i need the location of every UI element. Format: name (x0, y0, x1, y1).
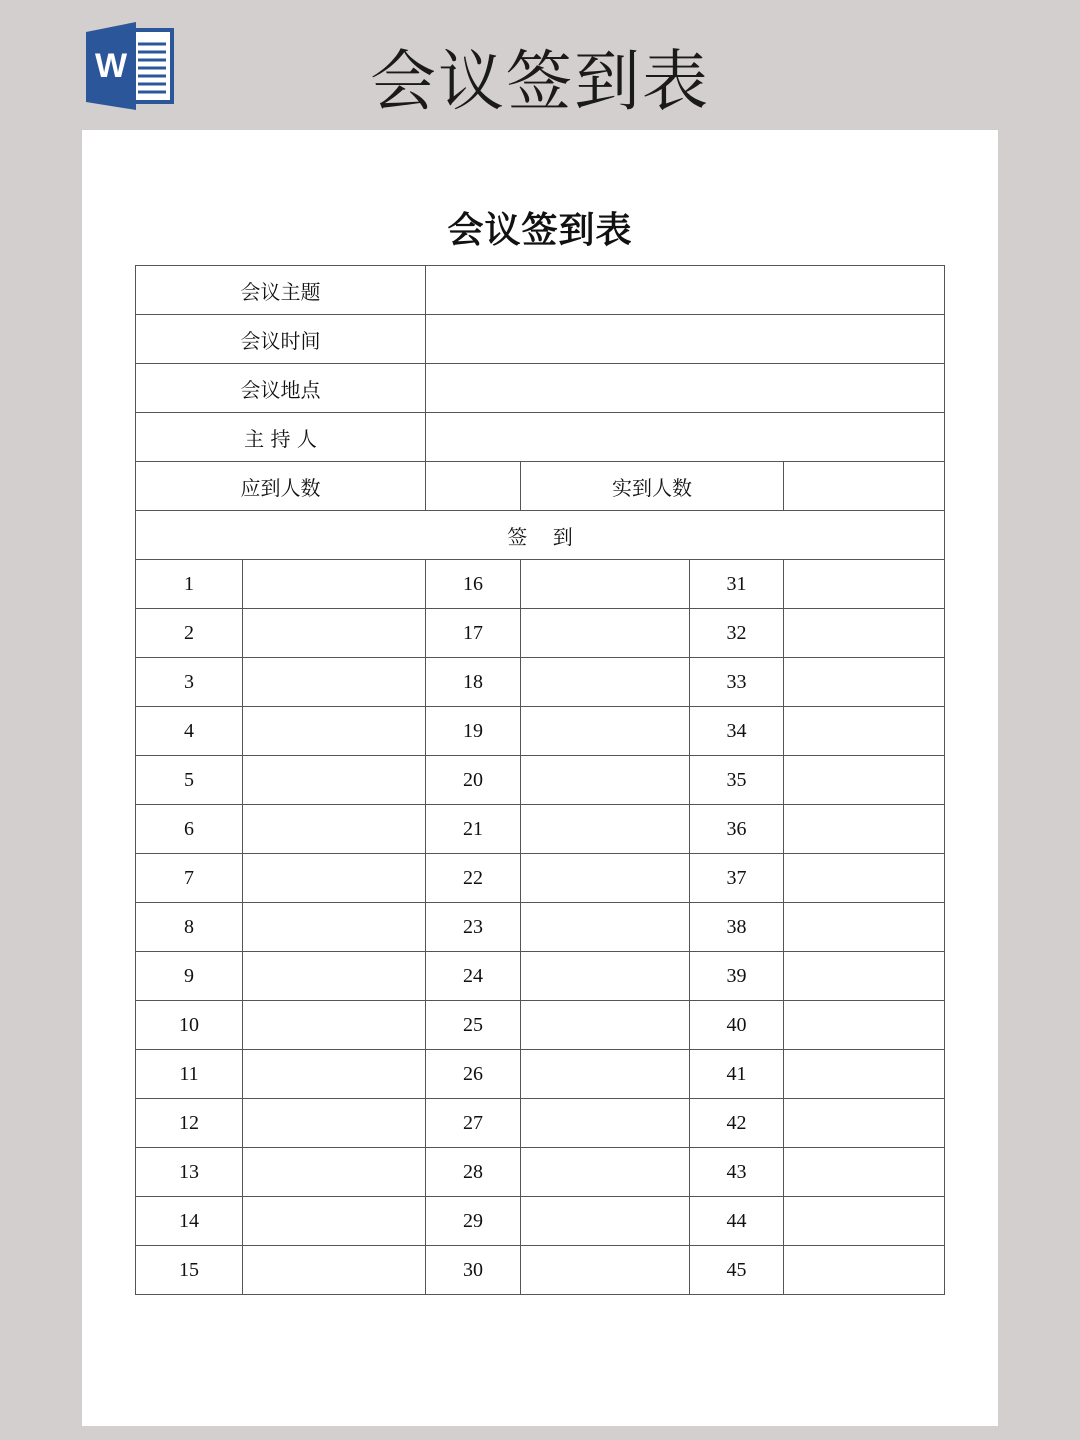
sign-number: 44 (690, 1197, 784, 1246)
signature-cell[interactable] (243, 903, 426, 952)
sign-number: 3 (136, 658, 243, 707)
info-value-cell[interactable] (426, 413, 945, 462)
sign-number: 1 (136, 560, 243, 609)
info-row (136, 266, 945, 315)
sign-number: 41 (690, 1050, 784, 1099)
sign-number: 4 (136, 707, 243, 756)
signature-cell[interactable] (521, 658, 690, 707)
signature-cell[interactable] (784, 756, 945, 805)
sign-number: 43 (690, 1148, 784, 1197)
sign-number: 27 (426, 1099, 521, 1148)
banner-title: 会议签到表 (370, 43, 710, 120)
signature-cell[interactable] (243, 1148, 426, 1197)
sign-row (136, 854, 945, 903)
sign-number: 17 (426, 609, 521, 658)
signature-cell[interactable] (521, 805, 690, 854)
signature-cell[interactable] (784, 854, 945, 903)
signature-cell[interactable] (521, 756, 690, 805)
sign-row (136, 707, 945, 756)
sign-number: 19 (426, 707, 521, 756)
sign-number: 2 (136, 609, 243, 658)
signature-cell[interactable] (243, 805, 426, 854)
info-value-cell[interactable] (426, 315, 945, 364)
sign-number: 18 (426, 658, 521, 707)
signature-cell[interactable] (521, 1099, 690, 1148)
sign-number: 24 (426, 952, 521, 1001)
sign-in-table (135, 265, 945, 1295)
sign-number: 22 (426, 854, 521, 903)
sign-number: 36 (690, 805, 784, 854)
sign-number: 5 (136, 756, 243, 805)
sign-number: 30 (426, 1246, 521, 1295)
sign-section-row (136, 511, 945, 560)
signature-cell[interactable] (243, 952, 426, 1001)
sign-row (136, 1197, 945, 1246)
signature-cell[interactable] (784, 707, 945, 756)
sign-number: 8 (136, 903, 243, 952)
info-label: 主 持 人 (136, 413, 426, 462)
sign-number: 39 (690, 952, 784, 1001)
sign-row (136, 658, 945, 707)
signature-cell[interactable] (521, 1148, 690, 1197)
info-row (136, 364, 945, 413)
info-row (136, 315, 945, 364)
info-label: 会议时间 (136, 315, 426, 364)
signature-cell[interactable] (243, 560, 426, 609)
sign-number: 45 (690, 1246, 784, 1295)
sign-number: 33 (690, 658, 784, 707)
signature-cell[interactable] (243, 854, 426, 903)
actual-count-label: 实到人数 (521, 462, 784, 511)
signature-cell[interactable] (784, 1099, 945, 1148)
sign-number: 40 (690, 1001, 784, 1050)
signature-cell[interactable] (243, 1197, 426, 1246)
sign-number: 31 (690, 560, 784, 609)
sign-row (136, 903, 945, 952)
sign-number: 42 (690, 1099, 784, 1148)
sign-row (136, 952, 945, 1001)
word-icon-letter: W (94, 47, 128, 85)
sign-number: 29 (426, 1197, 521, 1246)
document-title: 会议签到表 (447, 210, 633, 251)
signature-cell[interactable] (784, 1148, 945, 1197)
info-row (136, 413, 945, 462)
sign-number: 25 (426, 1001, 521, 1050)
sign-number: 16 (426, 560, 521, 609)
signature-cell[interactable] (521, 1197, 690, 1246)
sign-row (136, 560, 945, 609)
signature-cell[interactable] (521, 1050, 690, 1099)
document-page (82, 130, 998, 1426)
signature-cell[interactable] (784, 1050, 945, 1099)
signature-cell[interactable] (521, 854, 690, 903)
signature-cell[interactable] (521, 903, 690, 952)
sign-row (136, 1246, 945, 1295)
expected-count-value[interactable] (426, 462, 521, 511)
sign-number: 28 (426, 1148, 521, 1197)
count-row (136, 462, 945, 511)
info-label: 会议地点 (136, 364, 426, 413)
signature-cell[interactable] (784, 903, 945, 952)
sign-number: 15 (136, 1246, 243, 1295)
signature-cell[interactable] (784, 1001, 945, 1050)
sign-number: 38 (690, 903, 784, 952)
sign-number: 12 (136, 1099, 243, 1148)
info-value-cell[interactable] (426, 364, 945, 413)
signature-cell[interactable] (521, 707, 690, 756)
sign-number: 34 (690, 707, 784, 756)
signature-cell[interactable] (243, 1001, 426, 1050)
sign-number: 10 (136, 1001, 243, 1050)
info-label: 会议主题 (136, 266, 426, 315)
signature-cell[interactable] (521, 560, 690, 609)
signature-cell[interactable] (243, 1099, 426, 1148)
sign-number: 6 (136, 805, 243, 854)
sign-row (136, 1099, 945, 1148)
expected-count-label: 应到人数 (136, 462, 426, 511)
sign-number: 35 (690, 756, 784, 805)
signature-cell[interactable] (243, 609, 426, 658)
sign-row (136, 1050, 945, 1099)
signature-cell[interactable] (784, 952, 945, 1001)
sign-number: 13 (136, 1148, 243, 1197)
signature-cell[interactable] (243, 1246, 426, 1295)
sign-number: 20 (426, 756, 521, 805)
sign-number: 26 (426, 1050, 521, 1099)
sign-number: 11 (136, 1050, 243, 1099)
sign-number: 9 (136, 952, 243, 1001)
signature-cell[interactable] (784, 1246, 945, 1295)
signature-cell[interactable] (784, 560, 945, 609)
signature-cell[interactable] (243, 756, 426, 805)
signature-cell[interactable] (243, 707, 426, 756)
sign-number: 32 (690, 609, 784, 658)
signature-cell[interactable] (784, 658, 945, 707)
sign-number: 21 (426, 805, 521, 854)
actual-count-value[interactable] (784, 462, 945, 511)
signature-cell[interactable] (784, 805, 945, 854)
sign-number: 14 (136, 1197, 243, 1246)
info-value-cell[interactable] (426, 266, 945, 315)
signature-cell[interactable] (243, 1050, 426, 1099)
sign-number: 37 (690, 854, 784, 903)
signature-cell[interactable] (521, 952, 690, 1001)
sign-row (136, 1148, 945, 1197)
signature-cell[interactable] (521, 609, 690, 658)
signature-cell[interactable] (243, 658, 426, 707)
sign-row (136, 805, 945, 854)
sign-row (136, 756, 945, 805)
sign-row (136, 609, 945, 658)
sign-number: 23 (426, 903, 521, 952)
signature-cell[interactable] (784, 1197, 945, 1246)
sign-row (136, 1001, 945, 1050)
signature-cell[interactable] (521, 1246, 690, 1295)
sign-number: 7 (136, 854, 243, 903)
signature-cell[interactable] (784, 609, 945, 658)
sign-section-label: 签 到 (136, 511, 945, 560)
signature-cell[interactable] (521, 1001, 690, 1050)
